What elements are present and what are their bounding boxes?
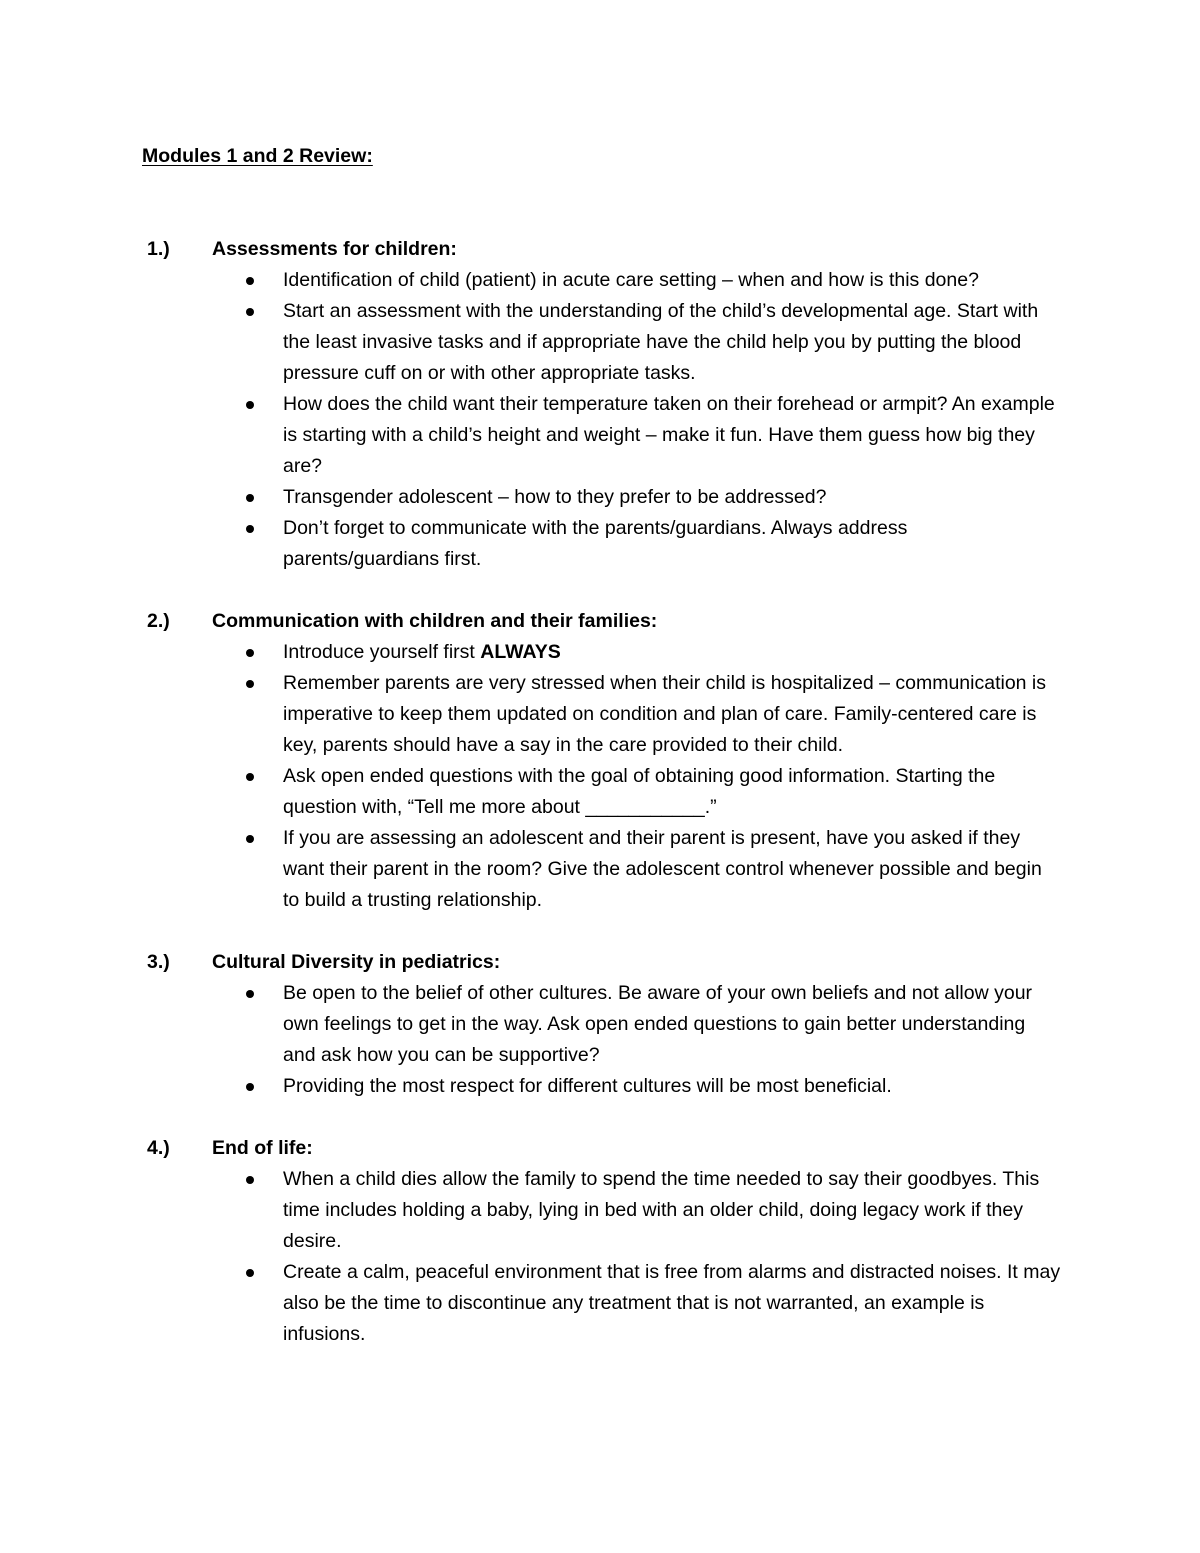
bullet-text: Create a calm, peaceful environment that is free from alarms and distracted noises. It may also be the time to discontinue any treatment that is not warranted, an example is infusions.	[283, 1261, 1061, 1345]
document-title: Modules 1 and 2 Review:	[142, 145, 373, 167]
list-item	[142, 668, 1062, 761]
bullet-dot-icon	[246, 277, 254, 285]
section-4	[142, 1133, 1062, 1350]
bullet-text: If you are assessing an adolescent and their parent is present, have you asked if they want their parent in the room? Give the adolescent control whenever possible and begin to build a trusting relationship.	[283, 827, 1042, 911]
section-heading-text: End of life:	[212, 1137, 313, 1159]
list-item	[142, 637, 1062, 668]
section-number: 1.)	[147, 238, 170, 260]
list-item	[142, 1164, 1062, 1257]
list-item	[142, 389, 1062, 482]
section-heading	[142, 606, 1062, 637]
bullet-dot-icon	[246, 773, 254, 781]
bullet-emphasis: ALWAYS	[480, 641, 561, 663]
bullet-dot-icon	[246, 1269, 254, 1277]
bullet-dot-icon	[246, 525, 254, 533]
section-heading-text: Assessments for children:	[212, 238, 457, 260]
list-item	[142, 1257, 1062, 1350]
section-heading	[142, 947, 1062, 978]
section-heading-text: Communication with children and their families:	[212, 610, 658, 632]
bullet-text: When a child dies allow the family to spend the time needed to say their goodbyes. This time includes holding a baby, lying in bed with an older child, doing legacy work if they desire.	[283, 1168, 1040, 1252]
bullet-text: Introduce yourself first	[283, 641, 481, 663]
list-item	[142, 513, 1062, 575]
section-2	[142, 606, 1062, 916]
bullet-dot-icon	[246, 990, 254, 998]
bullet-dot-icon	[246, 680, 254, 688]
list-item	[142, 296, 1062, 389]
section-number: 3.)	[147, 951, 170, 973]
list-item	[142, 1071, 1062, 1102]
section-3	[142, 947, 1062, 1102]
bullet-text: Transgender adolescent – how to they prefer to be addressed?	[283, 486, 827, 508]
section-list	[142, 234, 1062, 1381]
list-item	[142, 761, 1062, 823]
section-number: 4.)	[147, 1137, 170, 1159]
bullet-dot-icon	[246, 494, 254, 502]
bullet-text: Identification of child (patient) in acute care setting – when and how is this done?	[283, 269, 979, 291]
bullet-text: Don’t forget to communicate with the parents/guardians. Always address parents/guardians first.	[283, 517, 908, 570]
bullet-list	[142, 637, 1062, 916]
list-item	[142, 823, 1062, 916]
bullet-list	[142, 1164, 1062, 1350]
bullet-text: Start an assessment with the understanding of the child’s developmental age. Start with the least invasive tasks and if appropriate have the child help you by putting the blood pressure cuff on or with other appropriate tasks.	[283, 300, 1039, 384]
section-number: 2.)	[147, 610, 170, 632]
section-heading-text: Cultural Diversity in pediatrics:	[212, 951, 501, 973]
bullet-text: How does the child want their temperature taken on their forehead or armpit? An example is starting with a child’s height and weight – make it fun. Have them guess how big they are?	[283, 393, 1055, 477]
list-item	[142, 482, 1062, 513]
section-1	[142, 234, 1062, 575]
bullet-dot-icon	[246, 1176, 254, 1184]
bullet-text: Remember parents are very stressed when their child is hospitalized – communication is imperative to keep them updated on condition and plan of care. Family-centered care is key, parents should have a say in the care provided to their child.	[283, 672, 1047, 756]
bullet-dot-icon	[246, 1083, 254, 1091]
list-item	[142, 265, 1062, 296]
bullet-text: Providing the most respect for different cultures will be most beneficial.	[283, 1075, 892, 1097]
list-item	[142, 978, 1062, 1071]
bullet-dot-icon	[246, 835, 254, 843]
section-heading	[142, 1133, 1062, 1164]
bullet-list	[142, 978, 1062, 1102]
section-heading	[142, 234, 1062, 265]
bullet-dot-icon	[246, 308, 254, 316]
bullet-text: Ask open ended questions with the goal of obtaining good information. Starting the question with, “Tell me more about ___________.”	[283, 765, 996, 818]
bullet-dot-icon	[246, 649, 254, 657]
bullet-dot-icon	[246, 401, 254, 409]
bullet-list	[142, 265, 1062, 575]
bullet-text: Be open to the belief of other cultures. Be aware of your own beliefs and not allow your own feelings to get in the way. Ask open ended questions to gain better understanding and ask how you can be supportive?	[283, 982, 1033, 1066]
